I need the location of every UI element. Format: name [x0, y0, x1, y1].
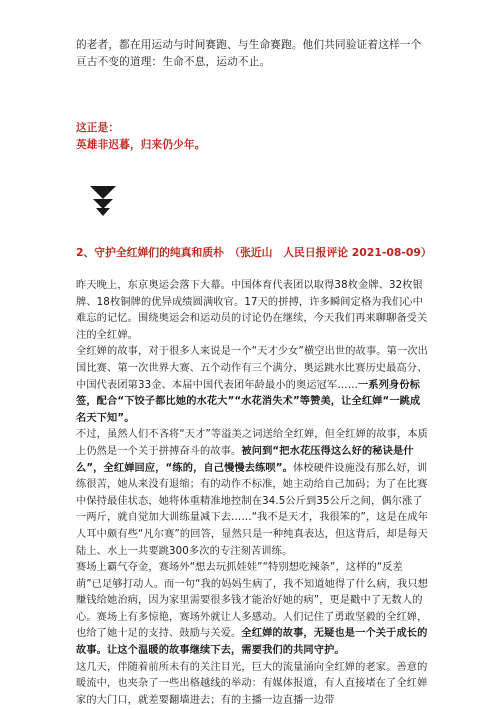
article-body: [76, 278, 428, 709]
article-emphasis: 被问到“把水花压得这么好的秘诀是什么”，全红婵回应，“练的，自己慢慢去练呗”。: [76, 445, 414, 474]
article-paragraph: 这几天，伴随着前所未有的关注目光，巨大的流量涌向全红婵的老家。善意的暖流中，也夹杂了一些出格越线的举动：有媒体报道，有人直接堵在了全红婵家的大门口，就差要翻墙进去；有的主播一边直播一边带: [76, 661, 428, 706]
quote-label: 这正是：: [76, 122, 120, 134]
article-paragraph: 昨天晚上，东京奥运会落下大幕。中国体育代表团以取得38枚金牌、32枚银牌、18枚铜牌的优异成绩圆满收官。17天的拼搏，许多瞬间定格为我们心中难忘的记忆。围绕奥运会和运动员的讨论仍在继续，今天我们再来聊聊备受关注的全红婵。: [76, 280, 428, 341]
quote-line: 英雄非迟暮，归来仍少年。: [76, 139, 206, 151]
article-paragraph: [76, 344, 428, 427]
article-text: 不过，虽然人们不吝将“天才”等溢美之词送给全红婵，但全红婵的故事，本质上仍然是一个关于拼搏奋斗的故事。: [76, 429, 428, 457]
article-text: 体校硬件设施没有那么好，训练很苦，她从来没有退缩；有的动作不标准，她主动给自己加码；为了在比赛中保持最佳状态，她将体重精准地控制在34.5公斤到35公斤之间，偶尔涨了一两斤，就自觉加大训练量减下去……“我不是天才，我很笨的”，这是在成年人耳中颇有些“凡尔赛”的回答，显然只是一种纯真表达，但这背后，却是每天陆上、水上一共要跳300多次的专注刻苦训练。: [76, 462, 428, 557]
article-paragraph: [76, 427, 428, 560]
article-heading: 2、守护全红婵们的纯真和质朴 （张近山 人民日报评论 2021-08-09）: [76, 246, 432, 259]
article-paragraph: [76, 560, 428, 660]
article-text: 全红婵的故事，对于很多人来说是一个“天才少女”横空出世的故事。第一次出国比赛、第一次世界大赛、五个动作有三个满分、奥运跳水比赛历史最高分、中国代表团第33金、本届中国代表团年龄最小的奥运冠军……: [76, 346, 428, 391]
double-down-arrow-icon: [90, 186, 116, 216]
intro-paragraph: 的老者，都在用运动与时间赛跑、与生命赛跑。他们共同验证着这样一个亘古不变的道理：生命不息，运动不止。: [76, 39, 422, 68]
article-emphasis: 一系列身份标签，配合“下饺子都比她的水花大”“水花消失术”等赞美，让全红婵“一跳成名天下知”。: [76, 379, 421, 424]
article-text: 赛场上霸气夺金，赛场外“想去玩抓娃娃”“特别想吃辣条”，这样的“反差萌”已足够打动人。而一句“我的妈妈生病了，我不知道她得了什么病，我只想赚钱给她治病，因为家里需要很多钱才能治好她的病”，更是戳中了无数人的心。赛场上有多惊艳，赛场外就让人多感动。人们记住了勇敢坚毅的全红婵，也给了她十足的支持、鼓励与关爱。: [76, 562, 428, 640]
article-emphasis: 全红婵的故事，无疑也是一个关于成长的故事。让这个温暖的故事继续下去，需要我们的共同守护。: [76, 628, 428, 657]
